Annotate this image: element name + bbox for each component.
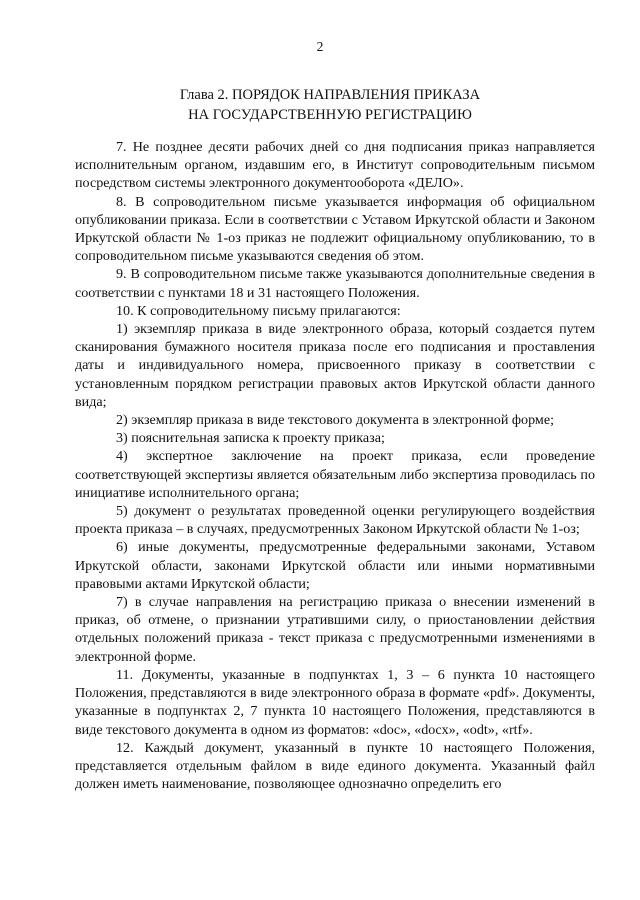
subparagraph-10-7: 7) в случае направления на регистрацию приказа о внесении изменений в приказ, об отмене, о признании утратившими силу, о приостановлении действия отдельных положений приказа - текст приказа с предусмотренными изменениями в электронной форме. (75, 594, 595, 665)
paragraph-9: 9. В сопроводительном письме также указываются дополнительные сведения в соответствии с пунктами 18 и 31 настоящего Положения. (75, 266, 595, 301)
page-number: 2 (316, 39, 324, 54)
subparagraph-10-6: 6) иные документы, предусмотренные федеральными законами, Уставом Иркутской области, законами Иркутской области или иными нормативными правовыми актами Иркутской области; (75, 539, 595, 592)
paragraph-11: 11. Документы, указанные в подпунктах 1, 3 – 6 пункта 10 настоящего Положения, представляются в виде электронного образа в формате «pdf». Документы, указанные в подпунктах 2, 7 пункта 10 настоящего Положения, представляются в виде текстового документа в одном из форматов: «doc», «docx», «odt», «rtf». (75, 666, 595, 738)
document-body (75, 138, 595, 793)
paragraph-12: 12. Каждый документ, указанный в пункте 10 настоящего Положения, представляется отдельным файлом в виде единого документа. Указанный файл должен иметь наименование, позволяющее однозначно определить его (75, 739, 595, 793)
subparagraph-10-4: 4) экспертное заключение на проект приказа, если проведение соответствующей экспертизы является обязательным либо экспертиза проводилась по инициативе исполнительного органа; (75, 448, 595, 501)
paragraph-8: 8. В сопроводительном письме указывается информация об официальном опубликовании приказа. Если в соответствии с Уставом Иркутской области и Законом Иркутской области № 1-оз приказ не подлежит официальному опубликованию, то в сопроводительном письме указываются сведения об этом. (75, 193, 595, 265)
subparagraph-10-5: 5) документ о результатах проведенной оценки регулирующего воздействия проекта приказа – в случаях, предусмотренных Законом Иркутской области № 1-оз; (75, 503, 595, 538)
paragraph-10: 10. К сопроводительному письму прилагаются: (116, 302, 401, 319)
chapter-title-line-2: НА ГОСУДАРСТВЕННУЮ РЕГИСТРАЦИЮ (188, 107, 472, 123)
subparagraph-10-2: 2) экземпляр приказа в виде текстового документа в электронной форме; (116, 412, 555, 429)
subparagraph-10-1: 1) экземпляр приказа в виде электронного образа, который создается путем сканирования бумажного носителя приказа после его подписания и проставления даты и индивидуального номера, присвоенного приказу в соответствии с установленным порядком регистрации правовых актов Иркутской области данного вида; (75, 321, 595, 410)
subparagraph-10-3: 3) пояснительная записка к проекту приказа; (116, 430, 385, 447)
paragraph-7: 7. Не позднее десяти рабочих дней со дня подписания приказ направляется исполнительным органом, издавшим его, в Институт сопроводительным письмом посредством системы электронного документооборота «ДЕЛО». (75, 139, 595, 192)
chapter-title (70, 85, 590, 125)
chapter-title-line-1: Глава 2. ПОРЯДОК НАПРАВЛЕНИЯ ПРИКАЗА (179, 87, 481, 103)
